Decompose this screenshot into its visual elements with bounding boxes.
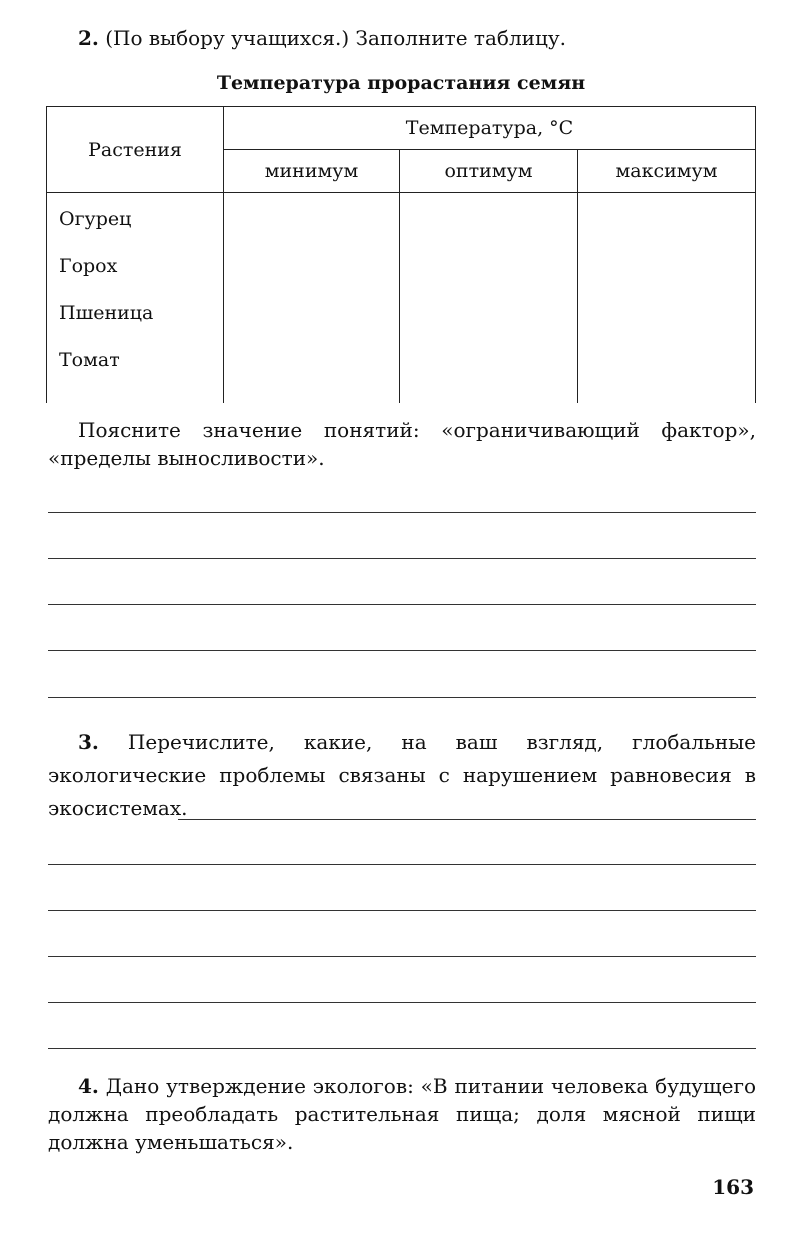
plants-column	[47, 193, 224, 404]
seed-temperature-table	[46, 106, 756, 403]
explain-prompt: Поясните значение понятий: «ограничивающий фактор», «пределы выносливости».	[48, 418, 756, 470]
task-4-text-block	[48, 1072, 756, 1156]
answer-line[interactable]	[48, 1048, 756, 1049]
answer-line[interactable]	[48, 512, 756, 513]
task-3-text: Перечислите, какие, на ваш взгляд, глобальные экологические проблемы связаны с нарушением равновесия в экосистемах.	[48, 730, 756, 820]
col-header-optimum: оптимум	[400, 150, 578, 193]
task-3-text-block	[48, 726, 756, 825]
task-4-number: 4.	[78, 1074, 99, 1098]
col-header-minimum: минимум	[224, 150, 400, 193]
plant-row-tomato: Томат	[59, 349, 120, 371]
table-title: Температура прорастания семян	[216, 72, 586, 94]
answer-line[interactable]	[48, 1002, 756, 1003]
answer-line[interactable]	[48, 558, 756, 559]
task-4-text: Дано утверждение экологов: «В питании человека будущего должна преобладать растительная пища; доля мясной пищи должна уменьшаться».	[48, 1074, 756, 1154]
optimum-answer-cell[interactable]	[400, 193, 578, 404]
answer-line[interactable]	[48, 697, 756, 698]
maximum-answer-cell[interactable]	[578, 193, 756, 404]
col-header-temperature: Температура, °С	[224, 107, 756, 150]
plant-row-cucumber: Огурец	[59, 208, 132, 230]
page-number: 163	[712, 1175, 754, 1199]
plant-row-wheat: Пшеница	[59, 302, 154, 324]
task-3-number: 3.	[78, 730, 99, 754]
task-2-heading	[48, 24, 756, 52]
answer-line[interactable]	[48, 604, 756, 605]
minimum-answer-cell[interactable]	[224, 193, 400, 404]
answer-line[interactable]	[48, 910, 756, 911]
task-2-text: (По выбору учащихся.) Заполните таблицу.	[98, 26, 566, 50]
answer-line[interactable]	[178, 819, 756, 820]
answer-line[interactable]	[48, 956, 756, 957]
answer-line[interactable]	[48, 650, 756, 651]
plant-row-pea: Горох	[59, 255, 118, 277]
col-header-maximum: максимум	[578, 150, 756, 193]
answer-line[interactable]	[48, 864, 756, 865]
task-2-number: 2.	[78, 26, 99, 50]
col-header-plants: Растения	[47, 107, 224, 193]
